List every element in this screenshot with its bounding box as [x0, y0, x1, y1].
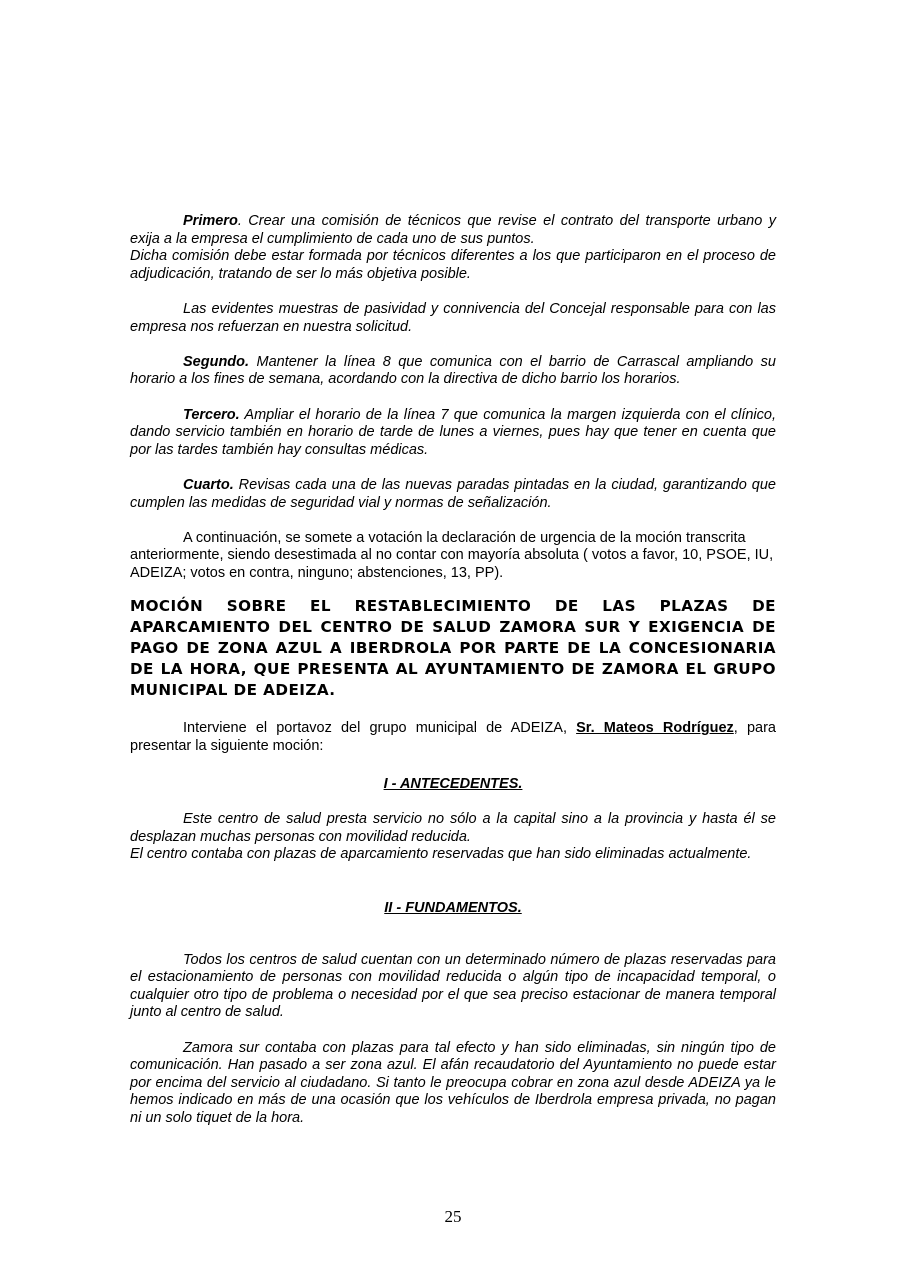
paragraph-tercero: Tercero. Ampliar el horario de la línea 7 que comunica la margen izquierda con el clínico, dando servicio también en horario de tarde de lunes a viernes, pues hay que tener en cuenta que por las tardes también hay consultas médicas. — [130, 406, 776, 458]
paragraph-cuarto: Cuarto. Revisas cada una de las nuevas paradas pintadas en la ciudad, garantizando que cumplen las medidas de seguridad vial y normas de señalización. — [130, 476, 776, 511]
paragraph-pasividad: Las evidentes muestras de pasividad y connivencia del Concejal responsable para con las empresa nos refuerzan en nuestra solicitud. — [130, 300, 776, 335]
paragraph-intervencion: Interviene el portavoz del grupo municipal de ADEIZA, Sr. Mateos Rodríguez, para presentar la siguiente moción: — [130, 720, 776, 755]
label-segundo: Segundo. — [183, 353, 250, 370]
motion-title: MOCIÓN SOBRE EL RESTABLECIMIENTO DE LAS PLAZAS DE APARCAMIENTO DEL CENTRO DE SALUD ZAMORA SUR Y EXIGENCIA DE PAGO DE ZONA AZUL A IBERDROLA POR PARTE DE LA CONCESIONARIA DE LA HORA, QUE PRESENTA AL AYUNTAMIENTO DE ZAMORA EL GRUPO MUNICIPAL DE ADEIZA. — [130, 597, 776, 700]
paragraph-segundo: Segundo. Mantener la línea 8 que comunica con el barrio de Carrascal ampliando su horario a los fines de semana, acordando con la directiva de dicho barrio los horarios. — [130, 353, 776, 388]
paragraph-fundamentos-2: Zamora sur contaba con plazas para tal efecto y han sido eliminadas, sin ningún tipo de comunicación. Han pasado a ser zona azul. El afán recaudatorio del Ayuntamiento no puede estar por encima del servicio al ciudadano. Si tanto le preocupa cobrar en zona azul desde ADEIZA ya le hemos indicado en más de una ocasión que los vehículos de Iberdrola empresa privada, no pagan ni un solo tiquet de la hora. — [130, 1039, 776, 1126]
paragraph-votacion: A continuación, se somete a votación la declaración de urgencia de la moción transcrita anteriormente, siendo desestimada al no contar con mayoría absoluta ( votos a favor, 10, PSOE, IU, ADEIZA; votos en contra, ninguno; abstenciones, 13, PP). — [130, 529, 774, 581]
paragraph-primero: Primero. Crear una comisión de técnicos que revise el contrato del transporte urbano y exija a la empresa el cumplimiento de cada uno de sus puntos. — [130, 213, 776, 247]
paragraph-primero-comision: Dicha comisión debe estar formada por técnicos diferentes a los que participaron en el proceso de adjudicación, tratando de ser lo más objetiva posible. — [130, 248, 776, 282]
document-body — [130, 213, 776, 1128]
speaker-name: Sr. Mateos Rodríguez — [576, 720, 734, 737]
paragraph-fundamentos-1: Todos los centros de salud cuentan con un determinado número de plazas reservadas para el estacionamiento de personas con movilidad reducida o algún tipo de incapacidad temporal, o cualquier otro tipo de problema o necesidad por el que sea preciso estacionar de manera temporal junto al centro de salud. — [130, 951, 776, 1021]
paragraph-antecedentes-2: El centro contaba con plazas de aparcamiento reservadas que han sido eliminadas actualmente. — [130, 846, 752, 863]
label-primero: Primero — [183, 213, 238, 229]
label-cuarto: Cuarto. — [183, 476, 234, 493]
page-number: 25 — [444, 1207, 462, 1226]
paragraph-antecedentes-1: Este centro de salud presta servicio no sólo a la capital sino a la provincia y hasta él se desplazan muchas personas con movilidad reducida. — [130, 811, 776, 845]
label-tercero: Tercero. — [183, 406, 240, 423]
heading-antecedentes: I - ANTECEDENTES. — [383, 775, 523, 792]
heading-fundamentos: II - FUNDAMENTOS. — [384, 900, 522, 917]
